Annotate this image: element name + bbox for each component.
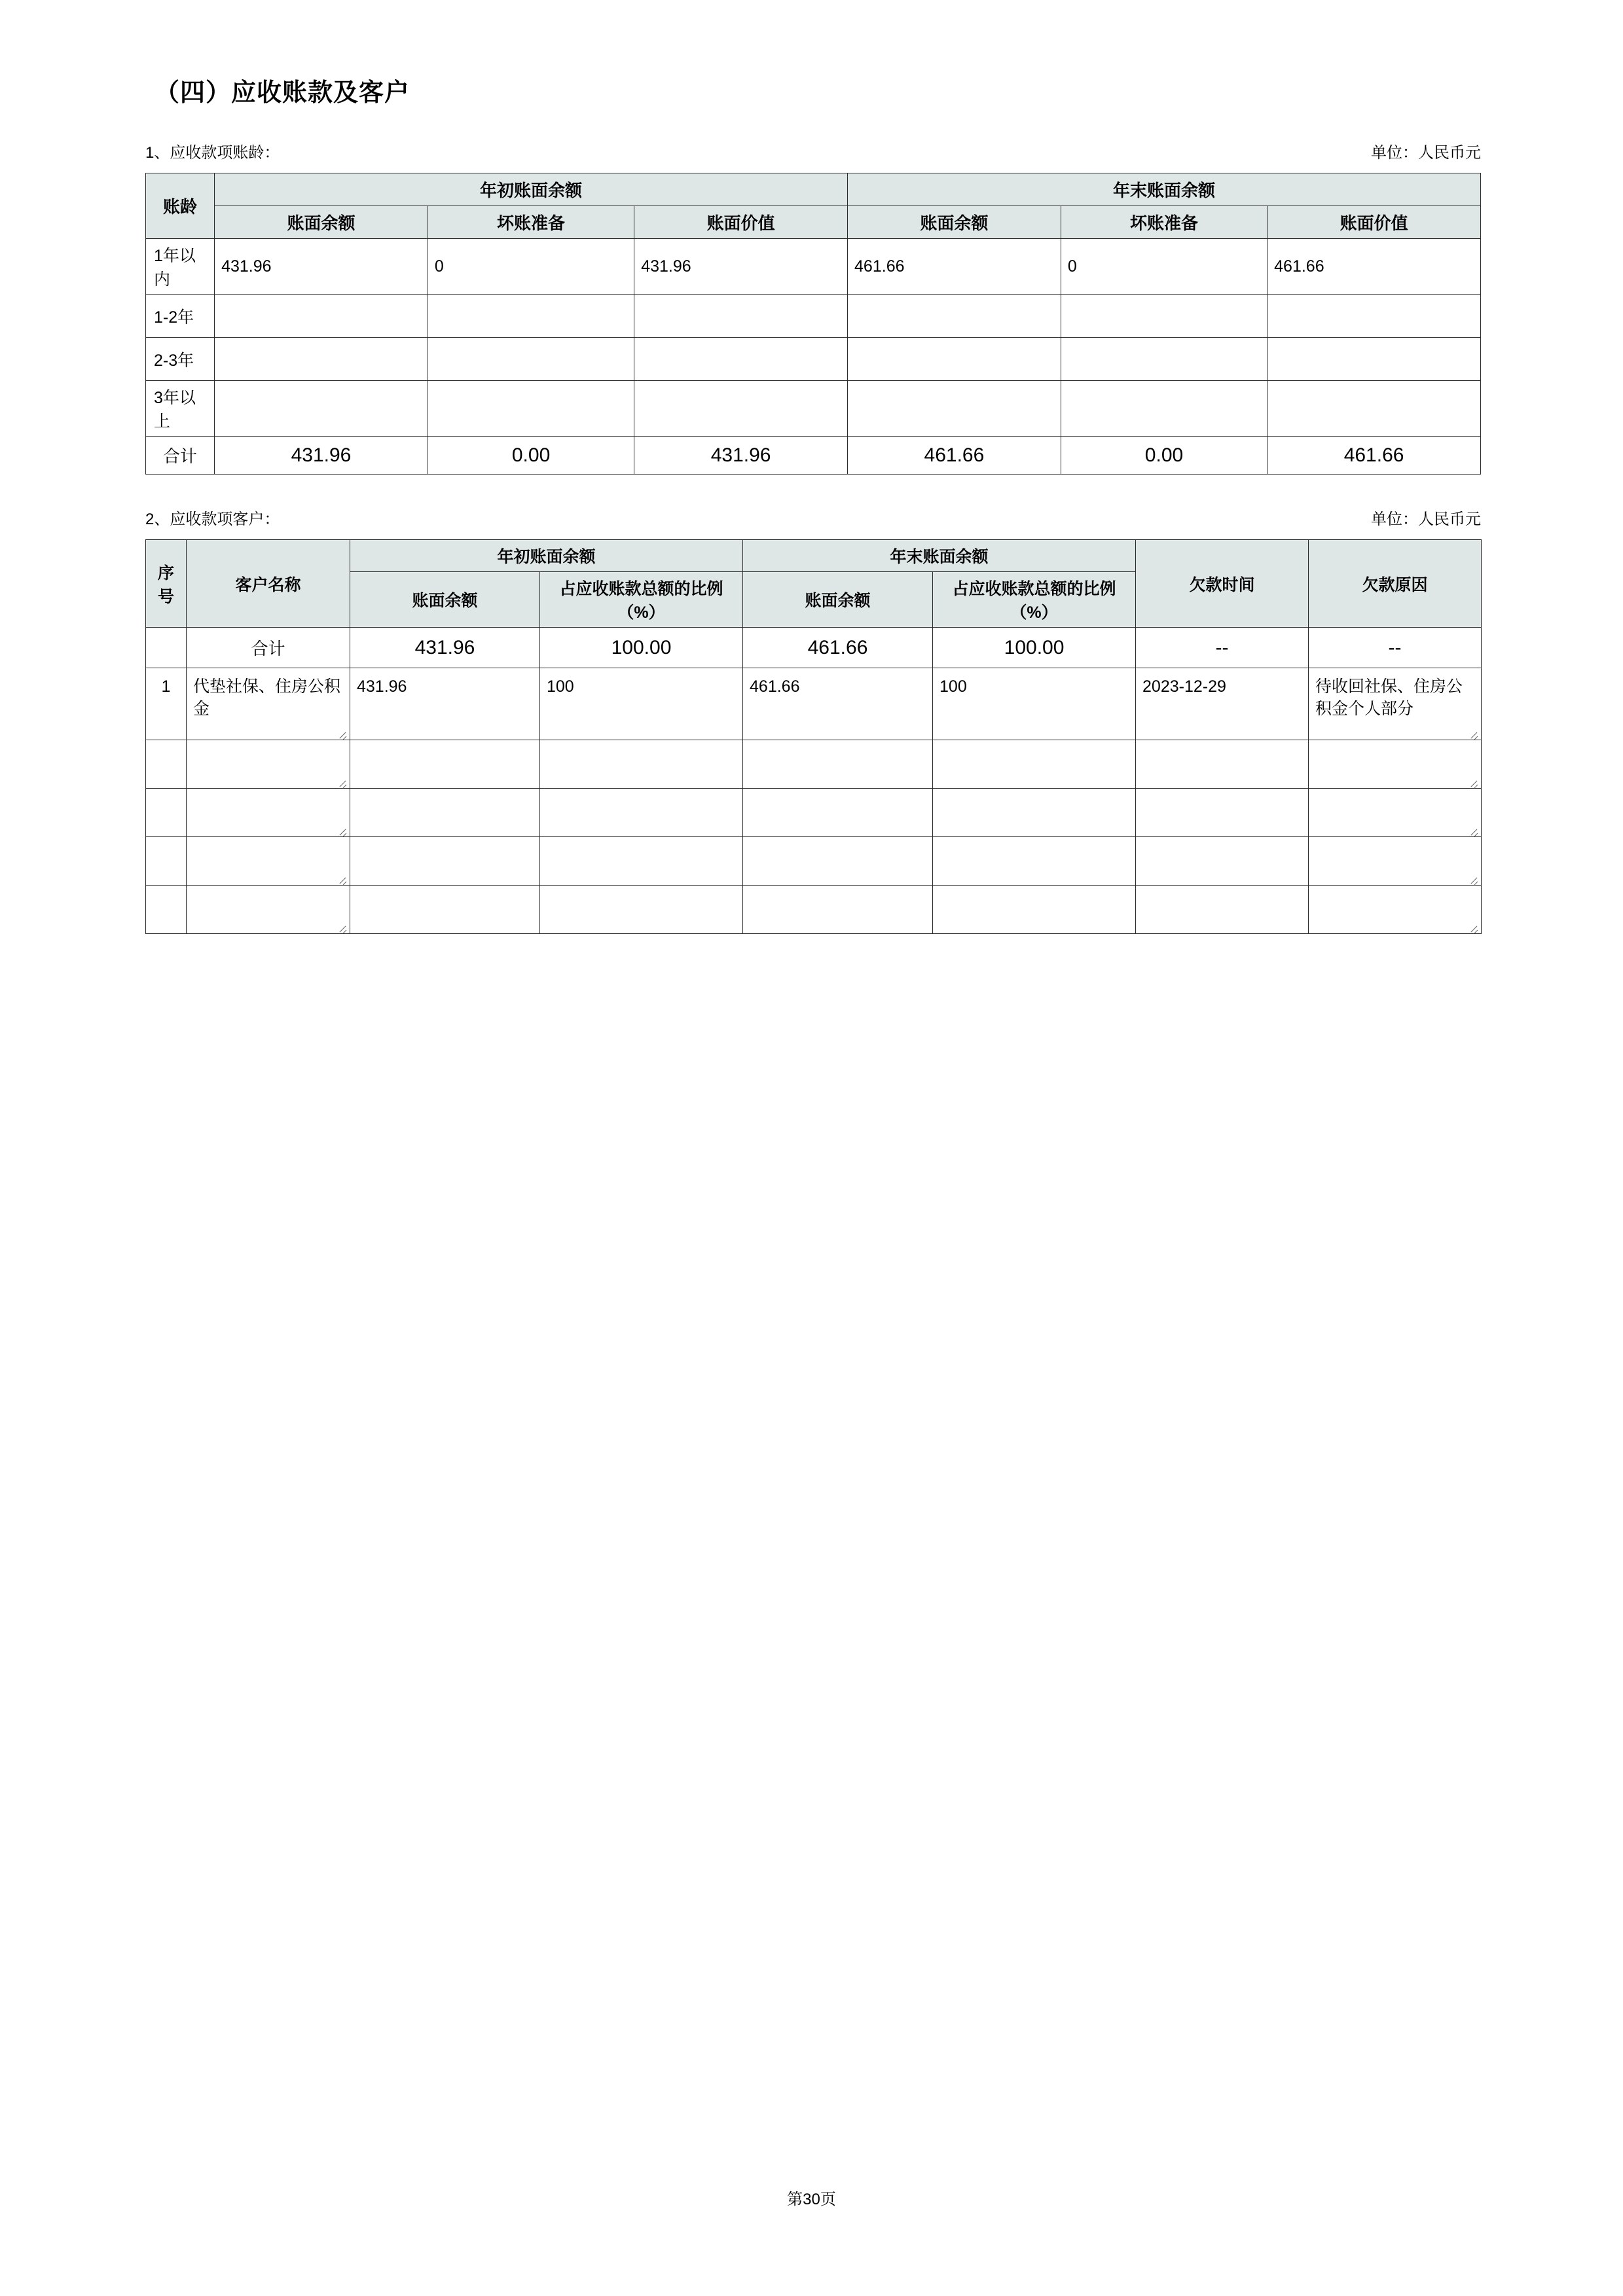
header-no: 序号 <box>146 540 187 628</box>
age-label: 3年以上 <box>146 381 215 437</box>
resize-handle-icon[interactable] <box>337 776 348 787</box>
table-row <box>146 338 1481 381</box>
cell-reason[interactable] <box>1309 668 1482 740</box>
cell-end-balance[interactable] <box>848 381 1061 437</box>
header-begin-value: 账面价值 <box>634 206 848 239</box>
cell-no <box>146 886 187 934</box>
cell-begin-balance[interactable]: 431.96 <box>215 239 428 295</box>
cell-begin-provision[interactable] <box>428 295 634 338</box>
age-label: 1-2年 <box>146 295 215 338</box>
age-label: 2-3年 <box>146 338 215 381</box>
header-begin-group: 年初账面余额 <box>215 173 848 206</box>
cell-begin-balance[interactable] <box>350 837 540 886</box>
cell-end-provision[interactable] <box>1061 338 1267 381</box>
cell-begin-provision[interactable] <box>428 338 634 381</box>
page-content <box>145 72 1481 934</box>
table-row <box>146 837 1482 886</box>
resize-handle-icon[interactable] <box>1468 776 1479 787</box>
total-begin-ratio: 100.00 <box>540 628 743 668</box>
resize-handle-icon[interactable] <box>1468 922 1479 932</box>
cell-begin-value[interactable] <box>634 381 848 437</box>
header-time: 欠款时间 <box>1136 540 1309 628</box>
cell-end-ratio[interactable] <box>933 789 1136 837</box>
cell-end-provision[interactable]: 0 <box>1061 239 1267 295</box>
cell-begin-balance[interactable] <box>215 295 428 338</box>
cell-no <box>146 837 187 886</box>
cell-end-ratio[interactable]: 100 <box>933 668 1136 740</box>
cell-begin-ratio[interactable] <box>540 740 743 789</box>
total-reason: -- <box>1309 628 1482 668</box>
cell-no <box>146 789 187 837</box>
table2-caption: 2、应收款项客户： <box>145 511 280 528</box>
table-row <box>146 239 1481 295</box>
total-begin-balance: 431.96 <box>215 437 428 475</box>
resize-handle-icon[interactable] <box>1468 728 1479 738</box>
cell-begin-value[interactable] <box>634 295 848 338</box>
cell-begin-balance[interactable] <box>350 886 540 934</box>
cell-end-balance[interactable] <box>743 886 933 934</box>
resize-handle-icon[interactable] <box>1468 873 1479 884</box>
cell-end-ratio[interactable] <box>933 740 1136 789</box>
total-end-balance: 461.66 <box>848 437 1061 475</box>
cell-customer[interactable] <box>187 837 350 886</box>
cell-customer[interactable] <box>187 668 350 740</box>
cell-reason[interactable] <box>1309 886 1482 934</box>
total-no <box>146 628 187 668</box>
cell-end-balance[interactable] <box>848 295 1061 338</box>
cell-begin-balance[interactable]: 431.96 <box>350 668 540 740</box>
cell-begin-ratio[interactable] <box>540 837 743 886</box>
cell-reason[interactable] <box>1309 740 1482 789</box>
cell-end-value[interactable] <box>1267 295 1481 338</box>
header-age: 账龄 <box>146 173 215 239</box>
cell-time[interactable] <box>1136 789 1309 837</box>
header-reason: 欠款原因 <box>1309 540 1482 628</box>
header-begin-balance: 账面余额 <box>350 572 540 628</box>
cell-end-provision[interactable] <box>1061 381 1267 437</box>
header-end-group: 年末账面余额 <box>848 173 1481 206</box>
header-begin-provision: 坏账准备 <box>428 206 634 239</box>
cell-customer[interactable] <box>187 789 350 837</box>
cell-no <box>146 740 187 789</box>
cell-begin-ratio[interactable]: 100 <box>540 668 743 740</box>
cell-end-balance[interactable]: 461.66 <box>743 668 933 740</box>
resize-handle-icon[interactable] <box>337 873 348 884</box>
resize-handle-icon[interactable] <box>337 825 348 835</box>
table-row <box>146 886 1482 934</box>
header-end-provision: 坏账准备 <box>1061 206 1267 239</box>
header-end-balance: 账面余额 <box>743 572 933 628</box>
cell-end-balance[interactable]: 461.66 <box>848 239 1061 295</box>
page-title: （四）应收账款及客户 <box>155 79 410 107</box>
table1-caption: 1、应收款项账龄： <box>145 144 280 162</box>
cell-end-value[interactable] <box>1267 338 1481 381</box>
cell-begin-balance[interactable] <box>215 381 428 437</box>
table-total-row <box>146 628 1482 668</box>
table-row <box>146 668 1482 740</box>
cell-end-ratio[interactable] <box>933 837 1136 886</box>
cell-begin-provision[interactable]: 0 <box>428 239 634 295</box>
cell-customer[interactable] <box>187 740 350 789</box>
table-total-row <box>146 437 1481 475</box>
table1-unit: 单位：人民币元 <box>1371 144 1481 162</box>
cell-begin-provision[interactable] <box>428 381 634 437</box>
cell-customer-text: 代垫社保、住房公积金 <box>193 677 341 718</box>
cell-reason-text: 待收回社保、住房公积金个人部分 <box>1315 677 1463 718</box>
table2-unit: 单位：人民币元 <box>1371 511 1481 528</box>
cell-time[interactable] <box>1136 886 1309 934</box>
cell-end-balance[interactable] <box>743 789 933 837</box>
cell-end-balance[interactable] <box>743 837 933 886</box>
cell-begin-balance[interactable] <box>350 789 540 837</box>
cell-end-value[interactable] <box>1267 381 1481 437</box>
header-begin-group: 年初账面余额 <box>350 540 743 572</box>
header-customer: 客户名称 <box>187 540 350 628</box>
table-row <box>146 540 1482 572</box>
table-row <box>146 295 1481 338</box>
table1-caption-row <box>145 139 1481 162</box>
header-end-group: 年末账面余额 <box>743 540 1136 572</box>
header-end-balance: 账面余额 <box>848 206 1061 239</box>
cell-end-value[interactable]: 461.66 <box>1267 239 1481 295</box>
header-end-ratio: 占应收账款总额的比例（%） <box>933 572 1136 628</box>
table-row <box>146 381 1481 437</box>
receivables-customers-table <box>145 539 1482 934</box>
cell-begin-balance[interactable] <box>350 740 540 789</box>
total-begin-provision: 0.00 <box>428 437 634 475</box>
cell-customer[interactable] <box>187 886 350 934</box>
table-row <box>146 206 1481 239</box>
table-row <box>146 789 1482 837</box>
cell-time[interactable] <box>1136 740 1309 789</box>
total-end-value: 461.66 <box>1267 437 1481 475</box>
header-end-value: 账面价值 <box>1267 206 1481 239</box>
total-label: 合计 <box>146 437 215 475</box>
cell-reason[interactable] <box>1309 789 1482 837</box>
total-begin-value: 431.96 <box>634 437 848 475</box>
page-number: 第30页 <box>787 2191 836 2208</box>
cell-end-balance[interactable] <box>848 338 1061 381</box>
header-begin-ratio: 占应收账款总额的比例（%） <box>540 572 743 628</box>
cell-time[interactable] <box>1136 837 1309 886</box>
cell-begin-ratio[interactable] <box>540 886 743 934</box>
cell-no: 1 <box>146 668 187 740</box>
total-time: -- <box>1136 628 1309 668</box>
table-row <box>146 173 1481 206</box>
total-begin-balance: 431.96 <box>350 628 540 668</box>
table-row <box>146 740 1482 789</box>
cell-time[interactable]: 2023-12-29 <box>1136 668 1309 740</box>
total-end-provision: 0.00 <box>1061 437 1267 475</box>
cell-begin-value[interactable]: 431.96 <box>634 239 848 295</box>
header-begin-balance: 账面余额 <box>215 206 428 239</box>
receivables-aging-table <box>145 173 1481 475</box>
age-label: 1年以内 <box>146 239 215 295</box>
resize-handle-icon[interactable] <box>337 728 348 738</box>
resize-handle-icon[interactable] <box>1468 825 1479 835</box>
total-end-ratio: 100.00 <box>933 628 1136 668</box>
cell-reason[interactable] <box>1309 837 1482 886</box>
cell-end-provision[interactable] <box>1061 295 1267 338</box>
resize-handle-icon[interactable] <box>337 922 348 932</box>
table2-caption-row <box>145 506 1481 529</box>
total-end-balance: 461.66 <box>743 628 933 668</box>
cell-begin-value[interactable] <box>634 338 848 381</box>
cell-begin-balance[interactable] <box>215 338 428 381</box>
total-label: 合计 <box>187 628 350 668</box>
cell-begin-ratio[interactable] <box>540 789 743 837</box>
cell-end-balance[interactable] <box>743 740 933 789</box>
cell-end-ratio[interactable] <box>933 886 1136 934</box>
